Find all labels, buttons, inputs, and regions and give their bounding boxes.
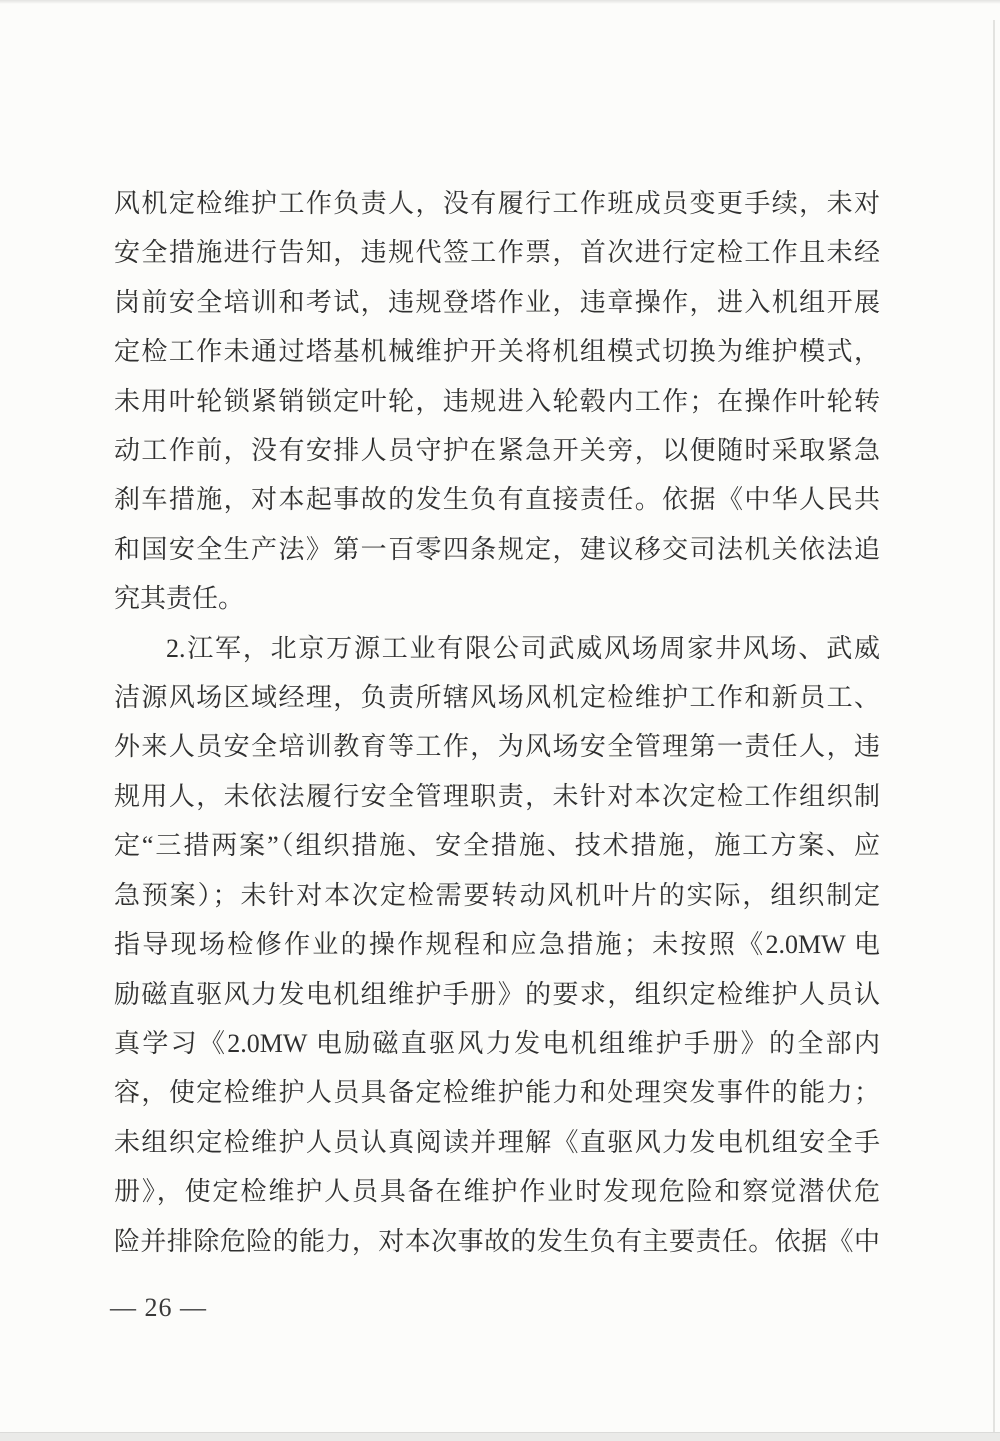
text-line: 规用人，未依法履行安全管理职责，未针对本次定检工作组织制 (114, 781, 880, 811)
text-line: 急预案）；未针对本次定检需要转动风机叶片的实际，组织制定 (114, 880, 880, 910)
text-line: 风机定检维护工作负责人，没有履行工作班成员变更手续，未对 (114, 189, 880, 218)
text-line: 动工作前，没有安排人员守护在紧急开关旁，以便随时采取紧急 (114, 436, 880, 466)
scan-edge-top (0, 0, 1000, 4)
text-line: 定“三措两案”（组织措施、安全措施、技术措施，施工方案、应 (114, 831, 880, 861)
text-line: 险并排除危险的能力，对本次事故的发生负有主要责任。依据《中 (114, 1226, 880, 1256)
text-line: 册》，使定检维护人员具备在维护作业时发现危险和察觉潜伏危 (114, 1177, 880, 1207)
text-line: 外来人员安全培训教育等工作，为风场安全管理第一责任人，违 (114, 732, 880, 762)
text-line: 安全措施进行告知，违规代签工作票，首次进行定检工作且未经 (114, 238, 880, 268)
scan-edge-bottom (0, 1432, 1000, 1441)
text-line: 容，使定检维护人员具备定检维护能力和处理突发事件的能力； (114, 1078, 880, 1108)
text-line: 励磁直驱风力发电机组维护手册》的要求，组织定检维护人员认 (114, 979, 880, 1009)
text-line: 指导现场检修作业的操作规程和应急措施；未按照《2.0MW 电 (114, 930, 880, 960)
text-line: 刹车措施，对本起事故的发生负有直接责任。依据《中华人民共 (114, 485, 880, 515)
text-line: 定检工作未通过塔基机械维护开关将机组模式切换为维护模式， (114, 337, 880, 367)
document-body (114, 179, 880, 1266)
text-line: 究其责任。 (114, 584, 245, 614)
scan-edge-right (993, 20, 995, 1436)
text-line: 和国安全生产法》第一百零四条规定，建议移交司法机关依法追 (114, 534, 880, 564)
text-line: 未用叶轮锁紧销锁定叶轮，违规进入轮毂内工作；在操作叶轮转 (114, 386, 880, 416)
page-number: — 26 — (110, 1293, 207, 1322)
text-line: 2.江军，北京万源工业有限公司武威风场周家井风场、武威 (166, 633, 880, 663)
text-line: 真学习《2.0MW 电励磁直驱风力发电机组维护手册》的全部内 (114, 1028, 880, 1058)
text-line: 洁源风场区域经理，负责所辖风场风机定检维护工作和新员工、 (114, 683, 880, 713)
text-line: 未组织定检维护人员认真阅读并理解《直驱风力发电机组安全手 (114, 1127, 880, 1157)
text-line: 岗前安全培训和考试，违规登塔作业，违章操作，进入机组开展 (114, 287, 880, 317)
